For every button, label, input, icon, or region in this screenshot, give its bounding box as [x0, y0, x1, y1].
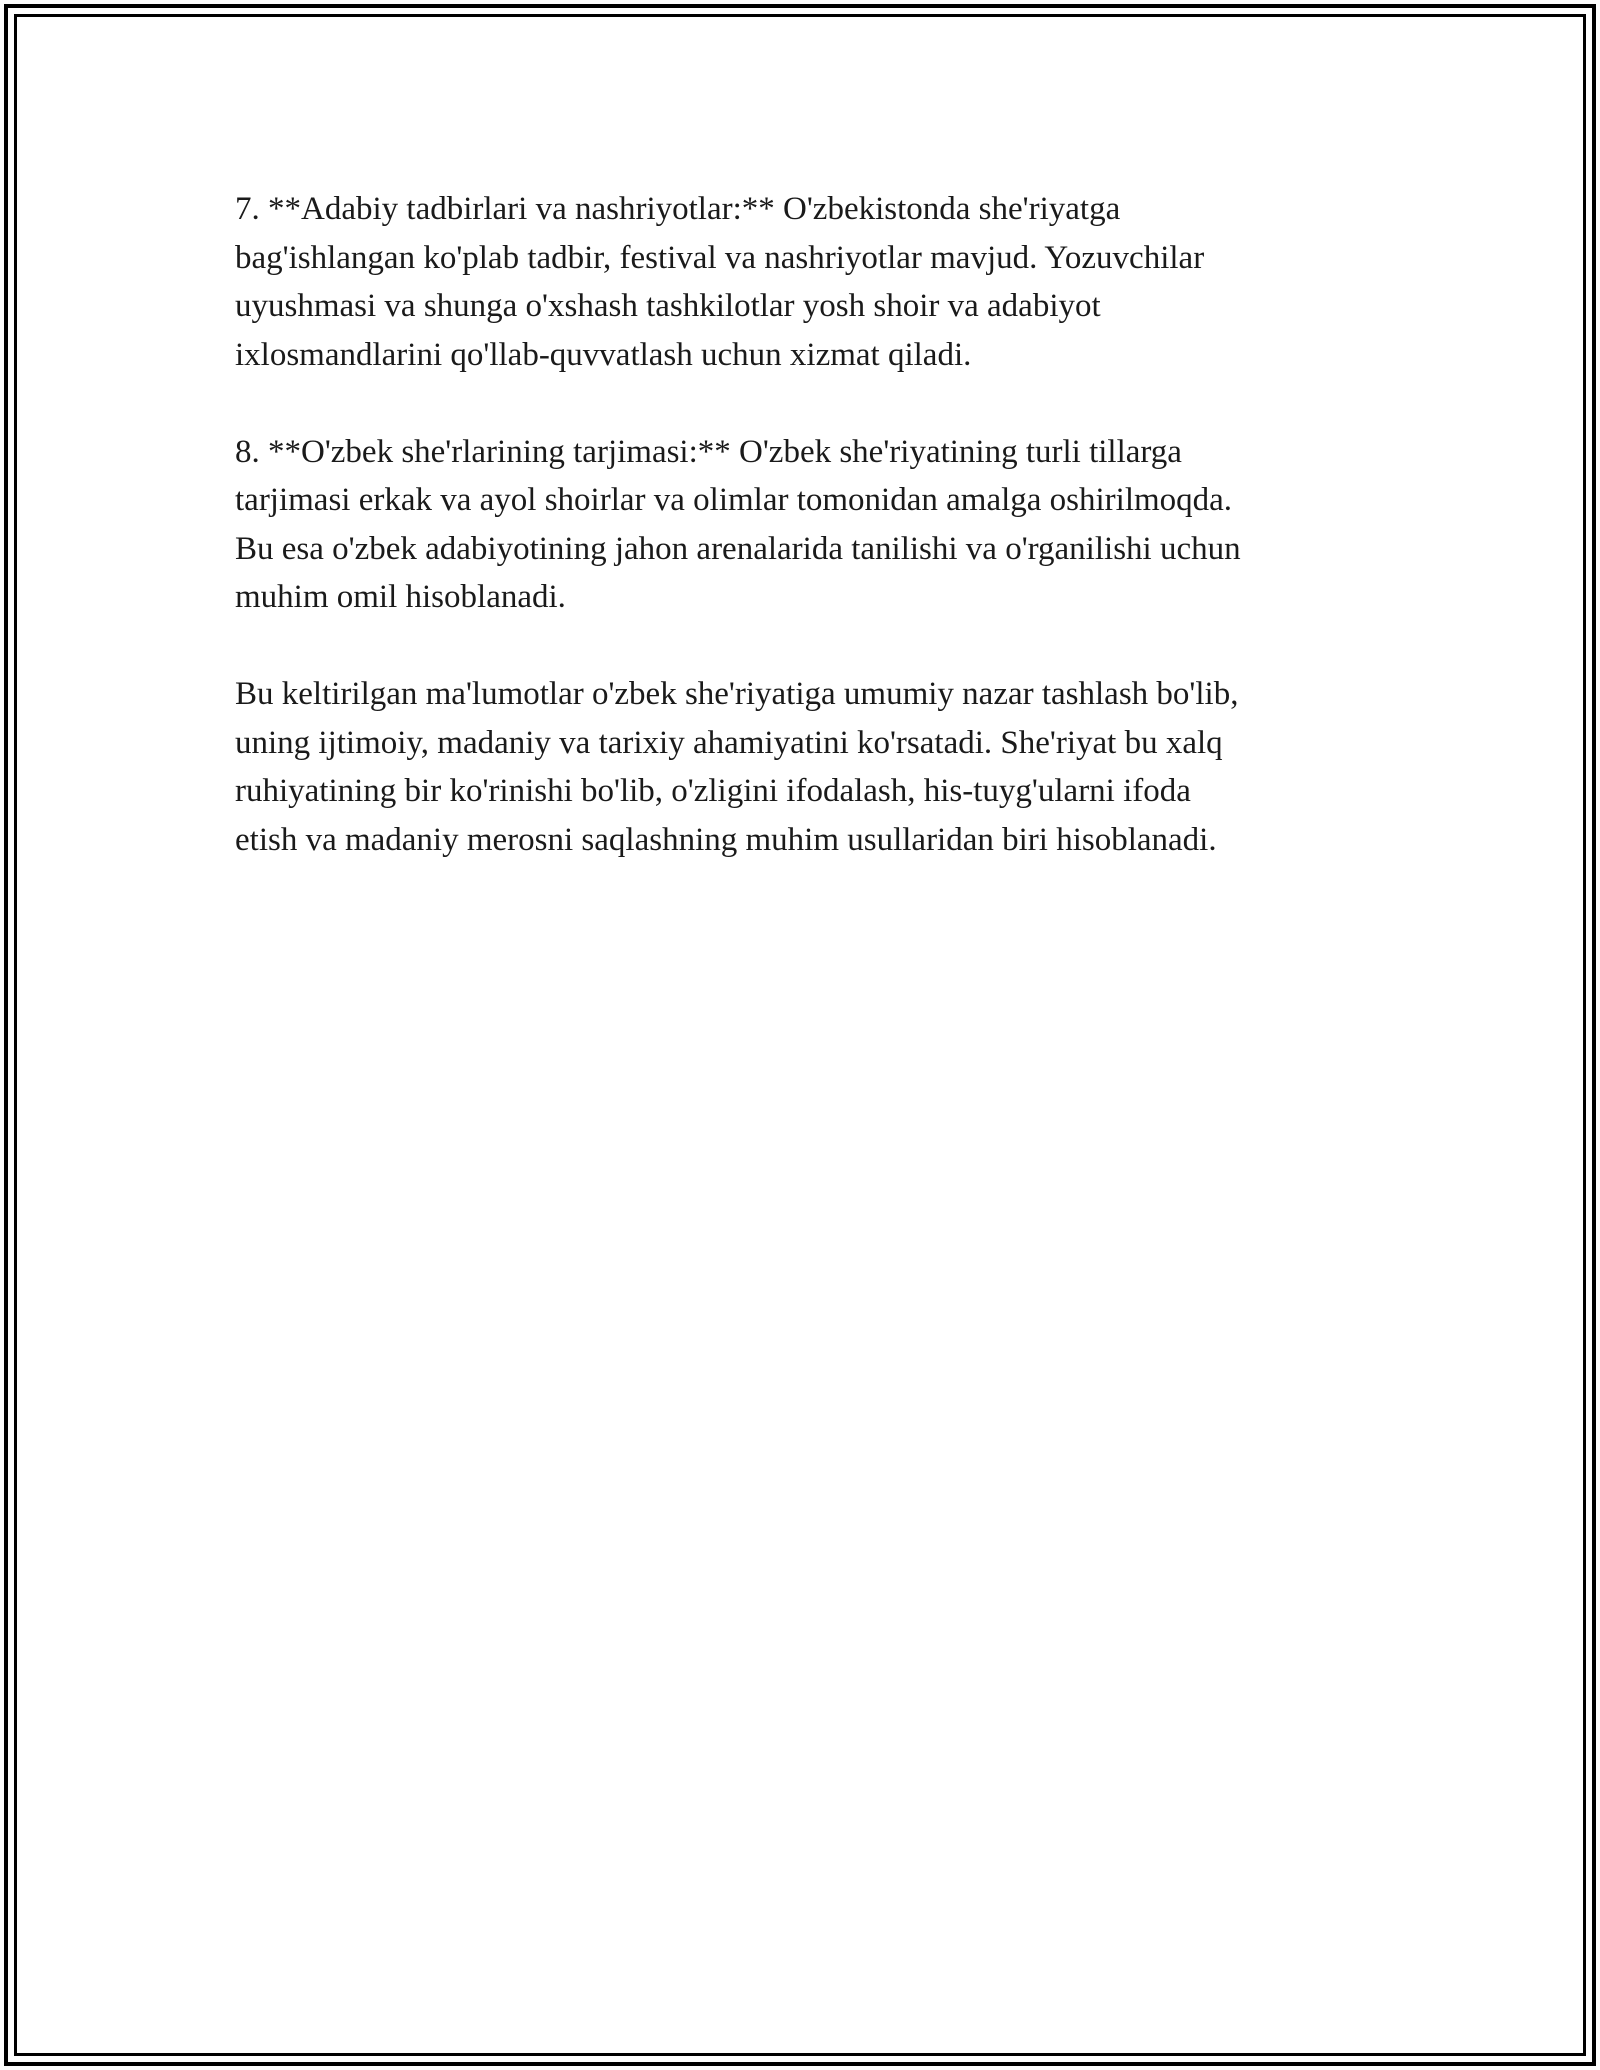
paragraph-translation: 8. **O'zbek she'rlarining tarjimasi:** O'zbek she'riyatining turli tillarga tarjimasi erkak va ayol shoirlar va olimlar tomonidan amalga oshirilmoqda. Bu esa o'zbek adabiyotining jahon arenalarida tanilishi va o'rganilishi uchun muhim omil hisoblanadi. [235, 433, 1241, 615]
document-body [235, 185, 1385, 913]
paragraph-literary-events: 7. **Adabiy tadbirlari va nashriyotlar:** O'zbekistonda she'riyatga bag'ishlangan ko'plab tadbir, festival va nashriyotlar mavjud. Yozuvchilar uyushmasi va shunga o'xshash tashkilotlar yosh shoir va adabiyot ixlosmandlarini qo'llab-quvvatlash uchun xizmat qiladi. [235, 191, 1205, 373]
paragraph-conclusion: Bu keltirilgan ma'lumotlar o'zbek she'riyatiga umumiy nazar tashlash bo'lib, uning ijtimoiy, madaniy va tarixiy ahamiyatini ko'rsatadi. She'riyat bu xalq ruhiyatining bir ko'rinishi bo'lib, o'zligini ifodalash, his-tuyg'ularni ifoda etish va madaniy merosni saqlashning muhim usullaridan biri hisoblanadi. [235, 676, 1239, 858]
